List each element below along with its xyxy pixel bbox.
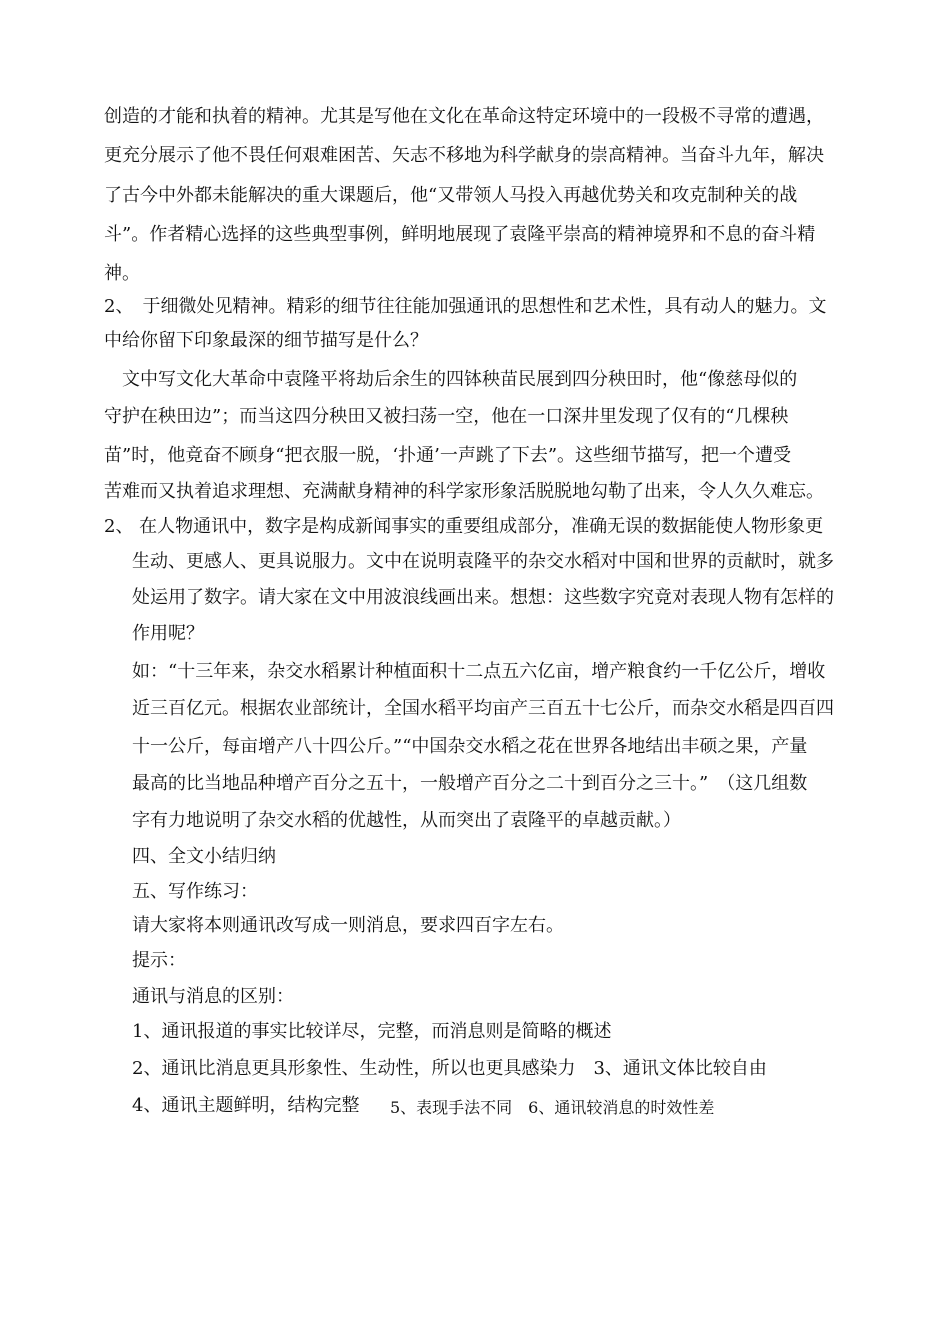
- paragraph-line: 创造的才能和执着的精神。尤其是写他在文化在革命这特定环境中的一段极不寻常的遭遇，: [104, 106, 824, 127]
- answer-line: 守护在秧田边”；而当这四分秧田又被扫荡一空，他在一口深井里发现了仅有的“几棵秧: [104, 406, 789, 427]
- question-line: 2、 于细微处见精神。精彩的细节往往能加强通讯的思想性和艺术性，具有动人的魅力。文: [104, 296, 827, 317]
- answer-line: 苦难而又执着追求理想、充满献身精神的科学家形象活脱脱地勾勒了出来，令人久久难忘。: [104, 481, 824, 502]
- answer-line: 苗”时，他竟奋不顾身“把衣服一脱，‘扑通’一声跳了下去”。这些细节描写，把一个遭受: [104, 445, 792, 466]
- example-line: 近三百亿元。根据农业部统计，全国水稻平均亩产三百五十七公斤，而杂交水稻是四百四: [132, 698, 834, 719]
- example-line: 十一公斤，每亩增产八十四公斤。”“中国杂交水稻之花在世界各地结出丰硕之果，产量: [132, 736, 808, 757]
- task-text: 请大家将本则通讯改写成一则消息，要求四百字左右。: [132, 915, 564, 936]
- question-line: 作用呢？: [132, 623, 204, 644]
- difference-item: 4、通讯主题鲜明，结构完整: [132, 1095, 360, 1116]
- question-line: 中给你留下印象最深的细节描写是什么？: [104, 330, 428, 351]
- paragraph-line: 了古今中外都未能解决的重大课题后，他“又带领人马投入再越优势关和攻克制种关的战: [104, 185, 798, 206]
- answer-line: 文中写文化大革命中袁隆平将劫后余生的四钵秧苗民展到四分秧田时，他“像慈母似的: [122, 369, 798, 390]
- example-line: 字有力地说明了杂交水稻的优越性，从而突出了袁隆平的卓越贡献。）: [132, 810, 681, 831]
- section-heading: 四、全文小结归纳: [132, 846, 276, 867]
- example-line: 如：“十三年来，杂交水稻累计种植面积十二点五六亿亩，增产粮食约一千亿公斤，增收: [132, 661, 826, 682]
- difference-item: 2、通讯比消息更具形象性、生动性，所以也更具感染力 3、通讯文体比较自由: [132, 1058, 767, 1079]
- difference-item: 5、表现手法不同 6、通讯较消息的时效性差: [390, 1098, 715, 1117]
- hint-label: 提示：: [132, 950, 186, 971]
- example-line: 最高的比当地品种增产百分之五十，一般增产百分之二十到百分之三十。” （这几组数: [132, 773, 808, 794]
- question-line: 处运用了数字。请大家在文中用波浪线画出来。想想：这些数字究竟对表现人物有怎样的: [132, 587, 834, 608]
- section-heading: 五、写作练习：: [132, 881, 258, 902]
- difference-title: 通讯与消息的区别：: [132, 986, 294, 1007]
- paragraph-line: 神。: [104, 263, 140, 284]
- question-line: 2、 在人物通讯中，数字是构成新闻事实的重要组成部分，准确无误的数据能使人物形象更: [104, 516, 824, 537]
- paragraph-line: 更充分展示了他不畏任何艰难困苦、矢志不移地为科学献身的崇高精神。当奋斗九年，解决: [104, 145, 824, 166]
- question-line: 生动、更感人、更具说服力。文中在说明袁隆平的杂交水稻对中国和世界的贡献时，就多: [132, 551, 834, 572]
- difference-item: 1、通讯报道的事实比较详尽，完整，而消息则是简略的概述: [132, 1021, 612, 1042]
- paragraph-line: 斗”。作者精心选择的这些典型事例，鲜明地展现了袁隆平崇高的精神境界和不息的奋斗精: [104, 224, 816, 245]
